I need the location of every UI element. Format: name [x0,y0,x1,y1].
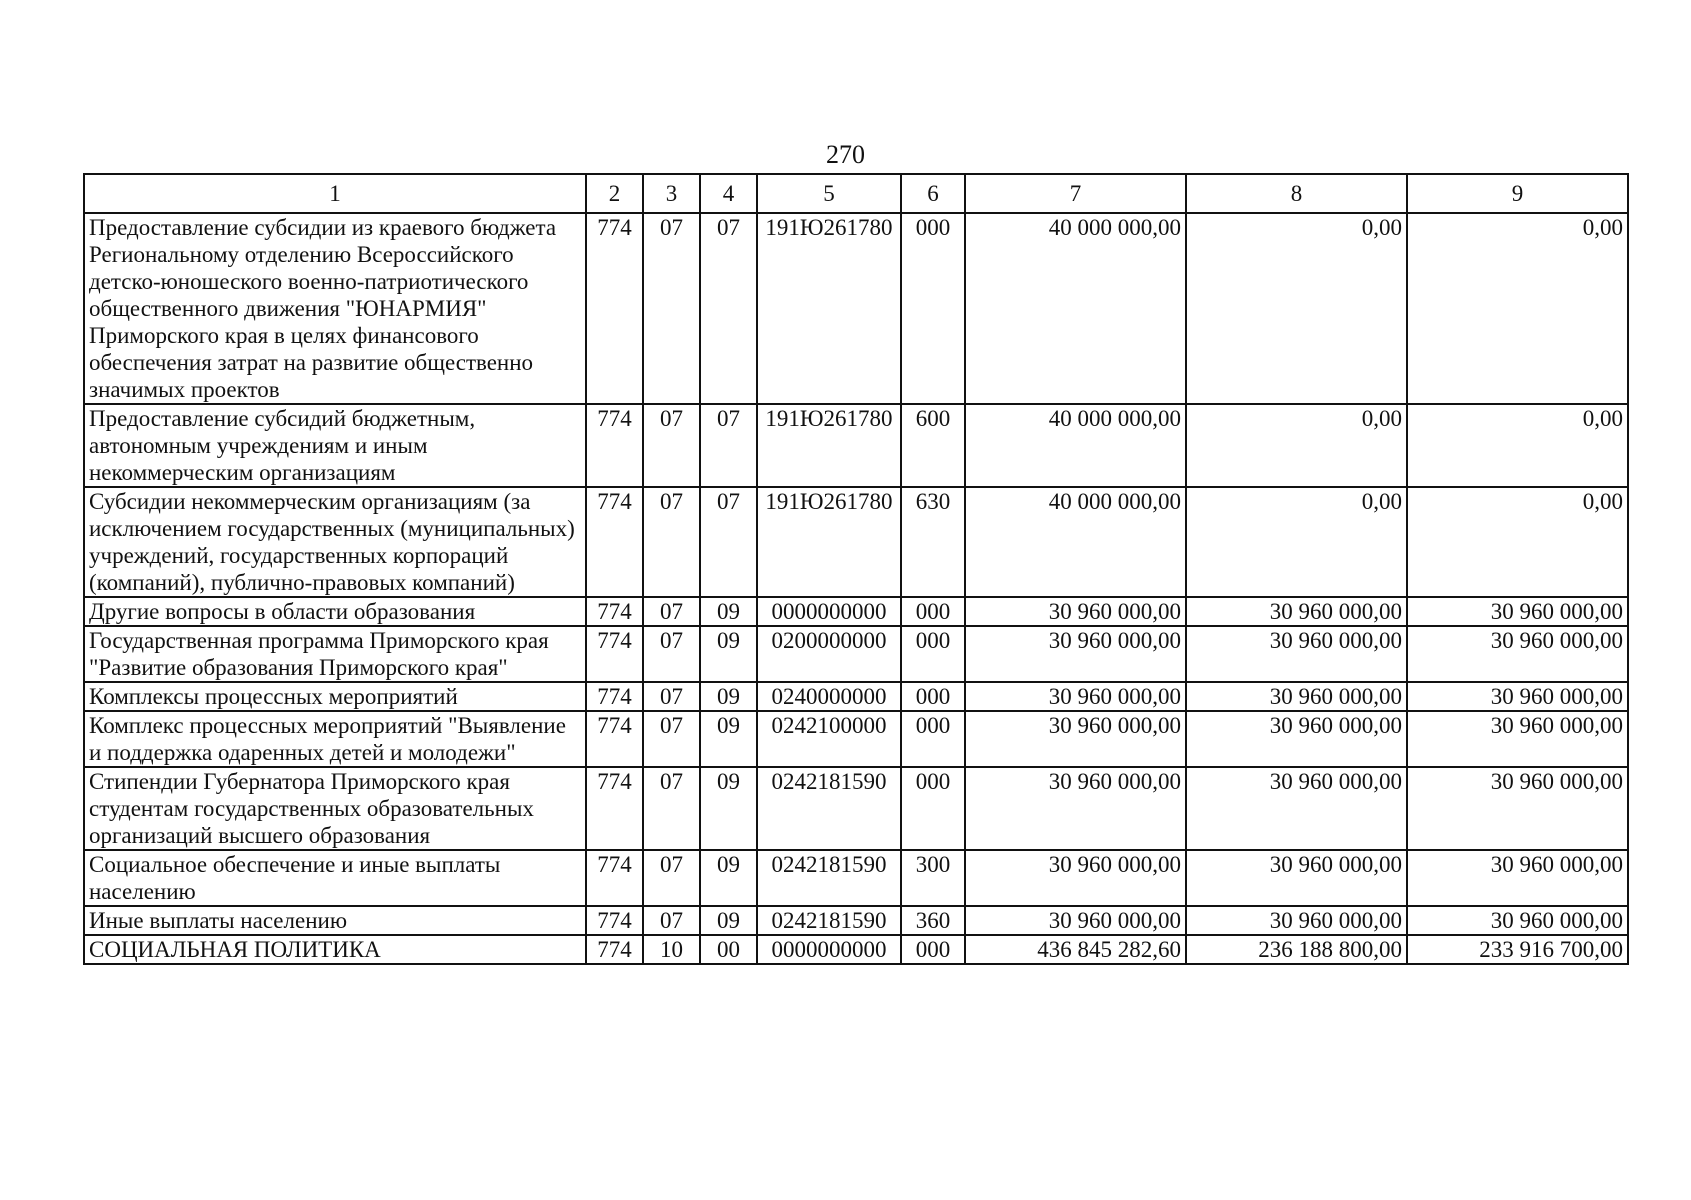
cell-admin-code: 774 [586,711,643,767]
cell-expense-type: 000 [901,711,965,767]
cell-admin-code: 774 [586,626,643,682]
budget-table [83,173,1629,965]
cell-expense-type: 000 [901,767,965,850]
row-description: Субсидии некоммерческим организациям (за исключением государственных (муниципальных) учреждений, государственных корпораций (компаний), публично-правовых компаний) [84,487,586,597]
cell-expense-type: 630 [901,487,965,597]
cell-subsection: 09 [700,626,757,682]
cell-amount-col7: 40 000 000,00 [965,487,1186,597]
cell-expense-type: 600 [901,404,965,487]
cell-amount-col9: 30 960 000,00 [1407,597,1628,626]
cell-subsection: 09 [700,850,757,906]
cell-subsection: 07 [700,213,757,404]
cell-target-article: 0000000000 [757,597,901,626]
cell-amount-col9: 30 960 000,00 [1407,711,1628,767]
row-description: Комплекс процессных мероприятий "Выявление и поддержка одаренных детей и молодежи" [84,711,586,767]
cell-amount-col7: 30 960 000,00 [965,682,1186,711]
cell-admin-code: 774 [586,935,643,964]
column-header-8: 8 [1186,174,1407,213]
cell-expense-type: 000 [901,682,965,711]
column-header-6: 6 [901,174,965,213]
cell-section: 07 [643,850,700,906]
row-description: Комплексы процессных мероприятий [84,682,586,711]
cell-admin-code: 774 [586,767,643,850]
column-header-5: 5 [757,174,901,213]
cell-amount-col8: 30 960 000,00 [1186,711,1407,767]
cell-amount-col7: 40 000 000,00 [965,213,1186,404]
cell-subsection: 09 [700,767,757,850]
cell-subsection: 00 [700,935,757,964]
cell-admin-code: 774 [586,597,643,626]
cell-amount-col9: 30 960 000,00 [1407,850,1628,906]
cell-amount-col8: 0,00 [1186,487,1407,597]
row-description: Социальное обеспечение и иные выплаты населению [84,850,586,906]
cell-admin-code: 774 [586,487,643,597]
cell-amount-col9: 30 960 000,00 [1407,767,1628,850]
row-description: Стипендии Губернатора Приморского края студентам государственных образовательных организаций высшего образования [84,767,586,850]
table-row [84,626,1628,682]
cell-target-article: 191Ю261780 [757,487,901,597]
cell-amount-col8: 30 960 000,00 [1186,767,1407,850]
column-header-9: 9 [1407,174,1628,213]
cell-amount-col7: 30 960 000,00 [965,850,1186,906]
column-header-4: 4 [700,174,757,213]
column-header-2: 2 [586,174,643,213]
cell-target-article: 0242181590 [757,850,901,906]
cell-admin-code: 774 [586,906,643,935]
table-row [84,711,1628,767]
column-header-3: 3 [643,174,700,213]
cell-amount-col7: 30 960 000,00 [965,597,1186,626]
cell-amount-col8: 30 960 000,00 [1186,626,1407,682]
cell-target-article: 191Ю261780 [757,404,901,487]
table-row [84,906,1628,935]
cell-subsection: 09 [700,711,757,767]
cell-admin-code: 774 [586,213,643,404]
cell-expense-type: 360 [901,906,965,935]
cell-amount-col9: 0,00 [1407,487,1628,597]
cell-amount-col7: 30 960 000,00 [965,626,1186,682]
cell-expense-type: 000 [901,935,965,964]
row-description: Другие вопросы в области образования [84,597,586,626]
cell-amount-col9: 0,00 [1407,213,1628,404]
row-description: Иные выплаты населению [84,906,586,935]
cell-subsection: 09 [700,682,757,711]
cell-amount-col7: 436 845 282,60 [965,935,1186,964]
cell-amount-col8: 30 960 000,00 [1186,906,1407,935]
table-row [84,213,1628,404]
table-row [84,935,1628,964]
cell-expense-type: 000 [901,626,965,682]
table-row [84,487,1628,597]
cell-amount-col7: 30 960 000,00 [965,906,1186,935]
row-description: Государственная программа Приморского края "Развитие образования Приморского края" [84,626,586,682]
cell-expense-type: 300 [901,850,965,906]
cell-amount-col7: 30 960 000,00 [965,711,1186,767]
cell-section: 07 [643,404,700,487]
column-header-1: 1 [84,174,586,213]
cell-amount-col9: 30 960 000,00 [1407,626,1628,682]
cell-subsection: 09 [700,597,757,626]
row-description: СОЦИАЛЬНАЯ ПОЛИТИКА [84,935,586,964]
cell-amount-col9: 233 916 700,00 [1407,935,1628,964]
table-row [84,682,1628,711]
cell-subsection: 07 [700,404,757,487]
cell-amount-col7: 30 960 000,00 [965,767,1186,850]
cell-section: 07 [643,487,700,597]
table-row [84,850,1628,906]
cell-amount-col8: 30 960 000,00 [1186,850,1407,906]
cell-subsection: 09 [700,906,757,935]
cell-target-article: 0242181590 [757,906,901,935]
table-row [84,597,1628,626]
cell-target-article: 0242100000 [757,711,901,767]
cell-amount-col8: 30 960 000,00 [1186,682,1407,711]
page-number: 270 [826,140,865,169]
table-header-row [84,174,1628,213]
cell-section: 07 [643,682,700,711]
cell-amount-col9: 30 960 000,00 [1407,906,1628,935]
cell-section: 07 [643,767,700,850]
row-description: Предоставление субсидий бюджетным, автономным учреждениям и иным некоммерческим организациям [84,404,586,487]
cell-target-article: 0242181590 [757,767,901,850]
cell-amount-col9: 30 960 000,00 [1407,682,1628,711]
cell-target-article: 191Ю261780 [757,213,901,404]
cell-admin-code: 774 [586,404,643,487]
cell-admin-code: 774 [586,850,643,906]
cell-amount-col9: 0,00 [1407,404,1628,487]
cell-target-article: 0000000000 [757,935,901,964]
row-description: Предоставление субсидии из краевого бюджета Региональному отделению Всероссийского детско-юношеского военно-патриотического общественного движения "ЮНАРМИЯ" Приморского края в целях финансового обеспечения затрат на развитие общественно значимых проектов [84,213,586,404]
cell-section: 07 [643,213,700,404]
cell-section: 07 [643,906,700,935]
cell-target-article: 0240000000 [757,682,901,711]
table-row [84,767,1628,850]
column-header-7: 7 [965,174,1186,213]
table-row [84,404,1628,487]
cell-target-article: 0200000000 [757,626,901,682]
cell-admin-code: 774 [586,682,643,711]
cell-amount-col8: 0,00 [1186,213,1407,404]
cell-section: 07 [643,626,700,682]
cell-section: 07 [643,711,700,767]
cell-section: 07 [643,597,700,626]
cell-subsection: 07 [700,487,757,597]
cell-amount-col8: 30 960 000,00 [1186,597,1407,626]
cell-section: 10 [643,935,700,964]
cell-expense-type: 000 [901,213,965,404]
cell-expense-type: 000 [901,597,965,626]
cell-amount-col8: 0,00 [1186,404,1407,487]
cell-amount-col8: 236 188 800,00 [1186,935,1407,964]
cell-amount-col7: 40 000 000,00 [965,404,1186,487]
